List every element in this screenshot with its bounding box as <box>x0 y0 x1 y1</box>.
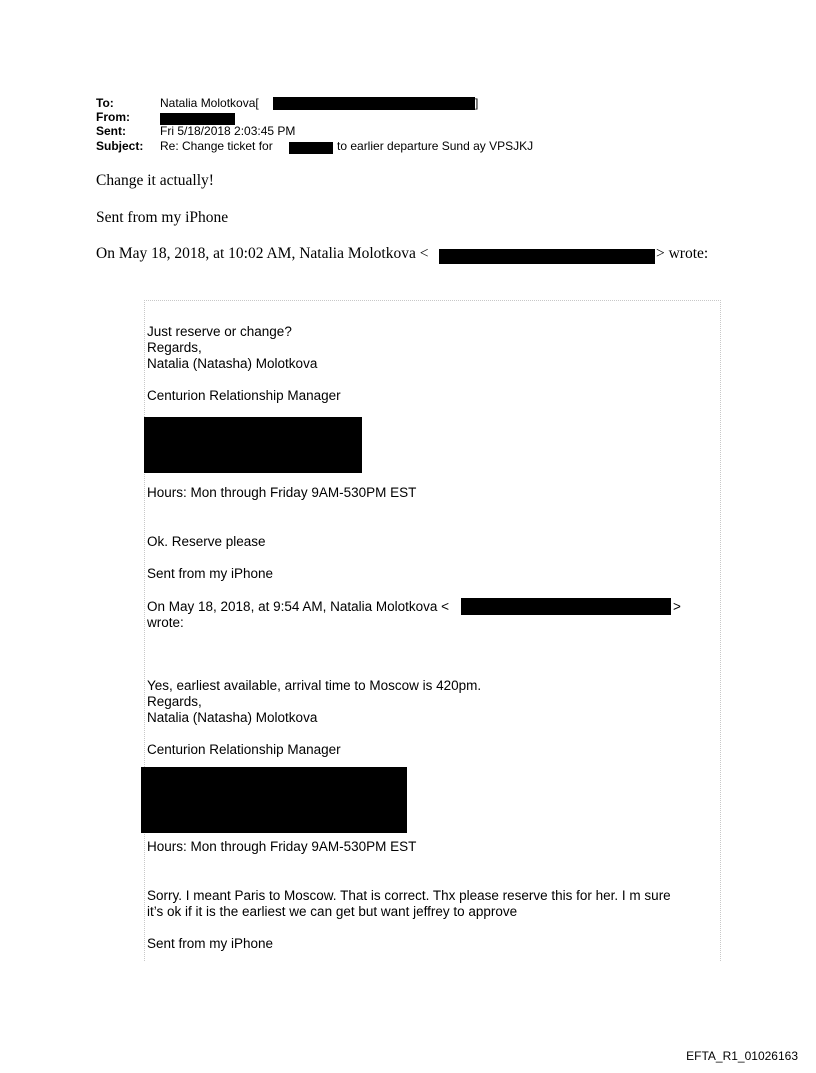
quoted-message-line: it’s ok if it is the earliest we can get but want jeffrey to approve <box>147 904 518 919</box>
reply-attribution-prefix: On May 18, 2018, at 10:02 AM, Natalia Molotkova < <box>96 245 429 262</box>
reply-text: Change it actually! <box>96 172 214 189</box>
redaction-attribution-email <box>439 249 655 264</box>
subject-prefix: Re: Change ticket for <box>160 139 273 153</box>
redaction-quoted-email <box>461 598 671 615</box>
quoted-signature: Sent from my iPhone <box>147 936 274 951</box>
redaction-subject-name <box>289 142 333 154</box>
from-label: From: <box>96 110 130 124</box>
sent-label: Sent: <box>96 124 126 138</box>
quoted-attribution-suffix: > <box>673 599 681 614</box>
to-label: To: <box>96 96 114 110</box>
quoted-regards: Regards, <box>147 694 202 709</box>
subject-suffix: to earlier departure Sund ay VPSJKJ <box>337 139 534 153</box>
quoted-message-line: Just reserve or change? <box>147 324 292 339</box>
redaction-contact-block <box>141 767 407 833</box>
quoted-signature: Sent from my iPhone <box>147 566 274 581</box>
to-value: Natalia Molotkova[ <box>160 96 259 110</box>
quoted-sender-name: Natalia (Natasha) Molotkova <box>147 710 318 725</box>
quoted-message-line: Yes, earliest available, arrival time to Moscow is 420pm. <box>147 678 482 693</box>
quoted-sender-title: Centurion Relationship Manager <box>147 388 341 403</box>
quoted-sender-title: Centurion Relationship Manager <box>147 742 341 757</box>
quoted-sender-name: Natalia (Natasha) Molotkova <box>147 356 318 371</box>
reply-signature: Sent from my iPhone <box>96 209 229 226</box>
redaction-to-email <box>273 97 475 110</box>
quoted-message-line: Ok. Reserve please <box>147 534 266 549</box>
quoted-attribution-prefix: On May 18, 2018, at 9:54 AM, Natalia Molotkova < <box>147 599 450 614</box>
subject-label: Subject: <box>96 139 144 153</box>
quoted-regards: Regards, <box>147 340 202 355</box>
redaction-contact-block <box>144 417 362 473</box>
quoted-hours: Hours: Mon through Friday 9AM-530PM EST <box>147 839 417 854</box>
sent-value: Fri 5/18/2018 2:03:45 PM <box>160 124 296 138</box>
quoted-hours: Hours: Mon through Friday 9AM-530PM EST <box>147 485 417 500</box>
to-close-bracket: ] <box>475 96 479 110</box>
document-id: EFTA_R1_01026163 <box>686 1049 798 1063</box>
reply-attribution-suffix: > wrote: <box>656 245 709 262</box>
quoted-message-line: Sorry. I meant Paris to Moscow. That is correct. Thx please reserve this for her. I m sure <box>147 888 671 903</box>
quoted-attribution-wrote: wrote: <box>147 615 184 630</box>
